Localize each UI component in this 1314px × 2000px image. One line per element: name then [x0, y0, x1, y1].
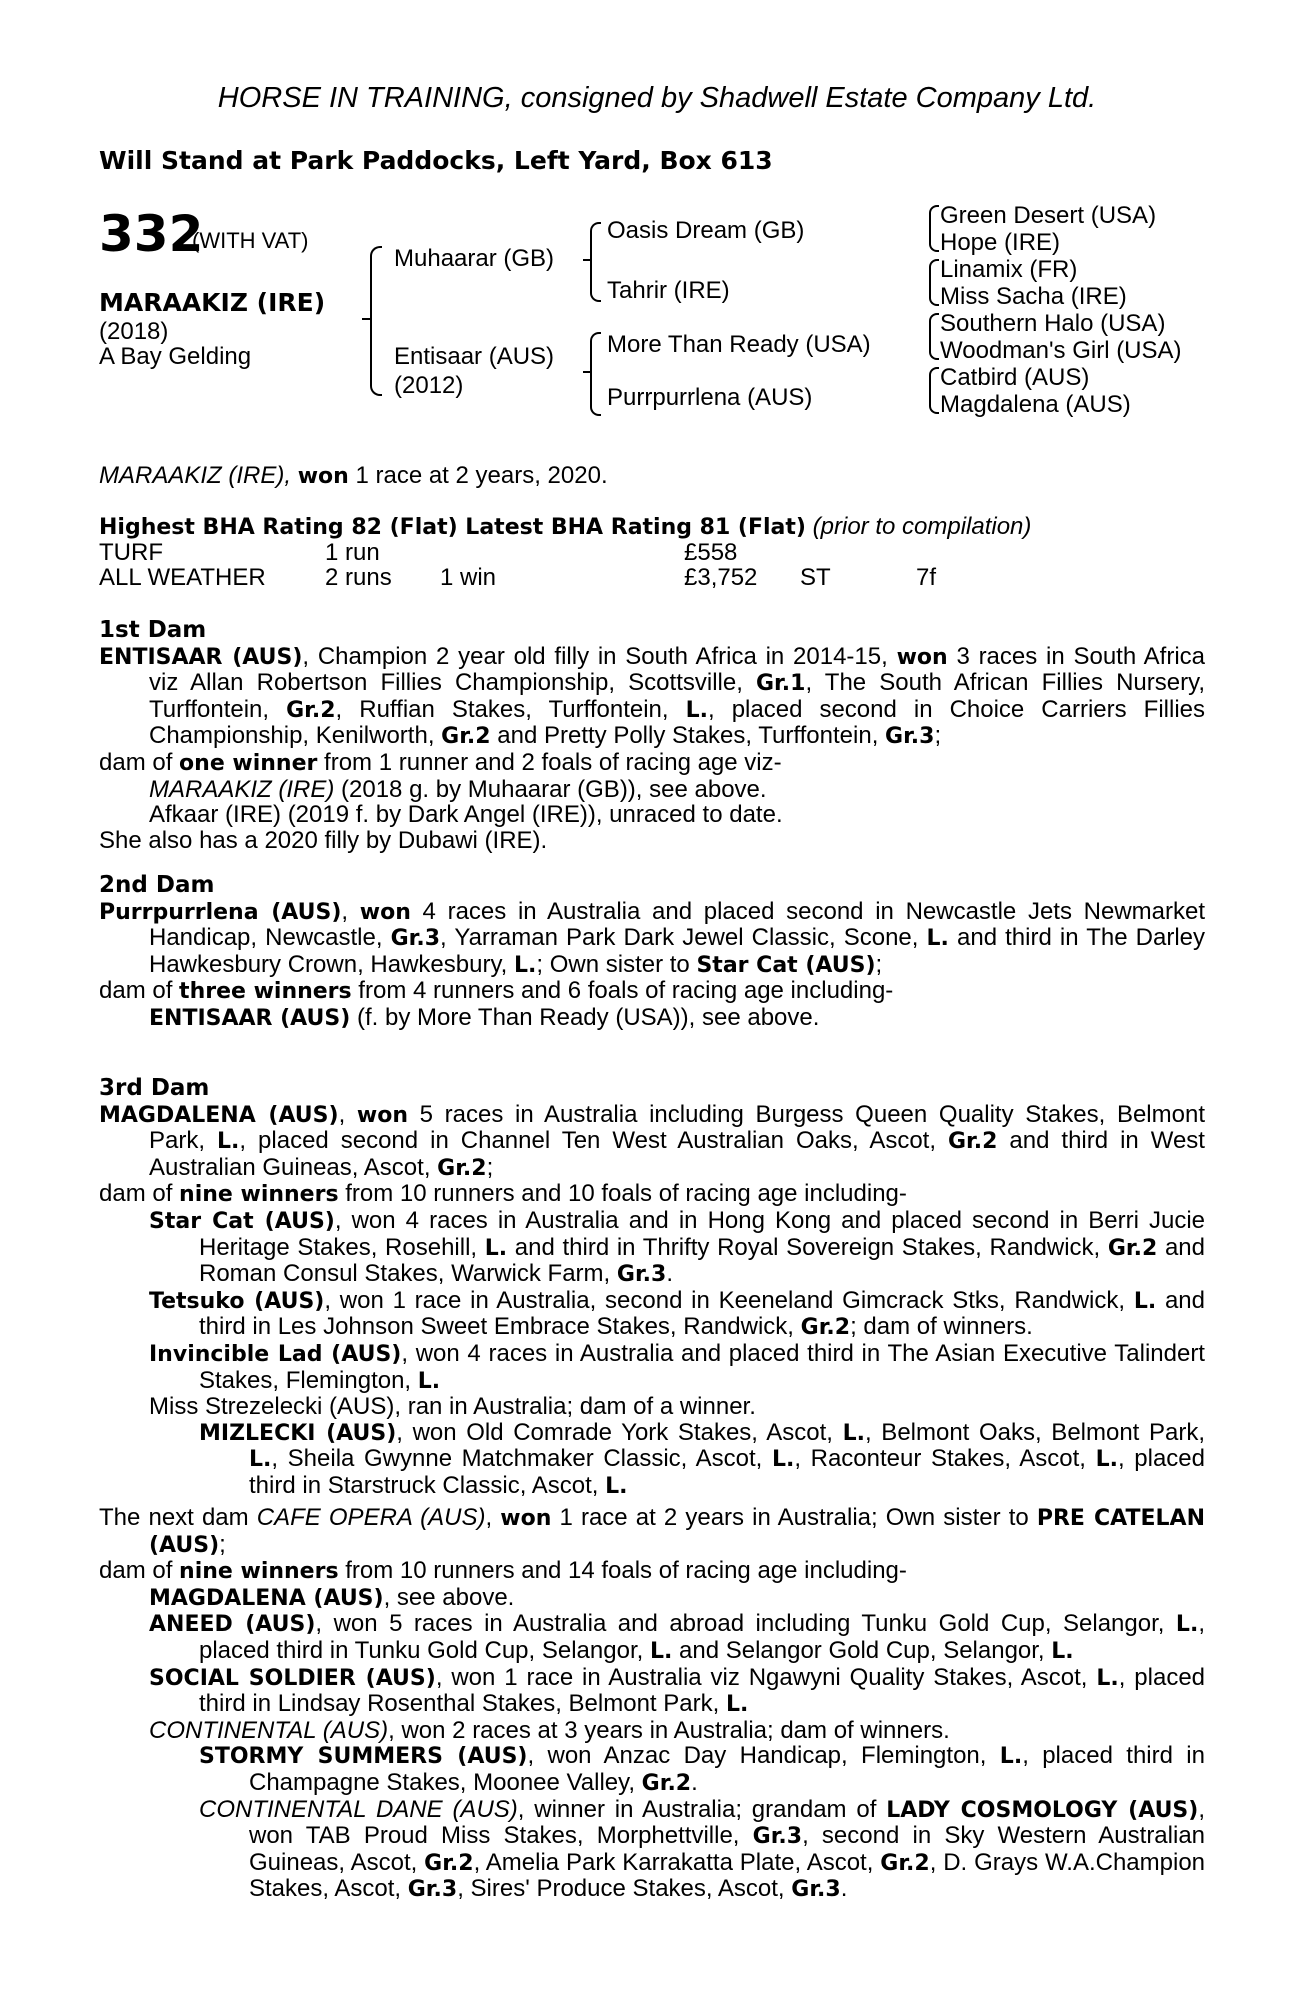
next-dam-dam-of: dam of nine winners from 10 runners and 14 foals of racing age including-	[99, 1557, 907, 1585]
third-dam-offspring-2: Tetsuko (AUS), won 1 race in Australia, second in Keeneland Gimcrack Stks, Randwick, L. and third in Les Johnson Sweet Embrace Stakes, Randwick, Gr.2; dam of winners.	[149, 1286, 1206, 1341]
first-dam-section	[99, 617, 1205, 853]
aw-runs: 2 runs	[325, 564, 392, 591]
bha-rating	[99, 514, 1205, 541]
aw-label: ALL WEATHER	[99, 564, 266, 591]
first-dam-dam-of: dam of one winner from 1 runner and 2 foals of racing age viz-	[99, 748, 782, 776]
pedigree-gg-2: Hope (IRE)	[940, 229, 1061, 256]
next-dam-offspring-3: SOCIAL SOLDIER (AUS), won 1 race in Australia viz Ngawyni Quality Stakes, Ascot, L., placed third in Lindsay Rosenthal Stakes, Belmont Park, L.	[149, 1663, 1206, 1718]
horse-year: (2018)	[99, 318, 169, 345]
summary-horse-name: MARAAKIZ (IRE),	[99, 462, 292, 489]
pedigree-bracket-3b	[929, 259, 939, 306]
pedigree-gg-3: Linamix (FR)	[940, 256, 1078, 283]
turf-label: TURF	[99, 539, 163, 566]
pedigree-bracket-2b	[590, 332, 601, 416]
first-dam-record: ENTISAAR (AUS), Champion 2 year old filly in South Africa in 2014-15, won 3 races in South Africa viz Allan Robertson Fillies Championship, Scottsville, Gr.1, The South African Fillies Nursery, Turffontein, Gr.2, Ruffian Stakes, Turffontein, L., placed second in Choice Carriers Fillies Championship, Kenilworth, Gr.2 and Pretty Polly Stakes, Turffontein, Gr.3;	[99, 642, 1205, 750]
third-dam-section	[99, 1075, 1205, 1500]
third-dam-offspring-1: Star Cat (AUS), won 4 races in Australia and in Hong Kong and placed second in Berri Jucie Heritage Stakes, Rosehill, L. and third in Thrifty Royal Sovereign Stakes, Randwick, Gr.2 and Roman Consul Stakes, Warwick Farm, Gr.3.	[149, 1206, 1205, 1288]
first-dam-offspring-1: MARAAKIZ (IRE) (2018 g. by Muhaarar (GB)), see above.	[149, 775, 767, 803]
second-dam-heading: 2nd Dam	[99, 872, 215, 898]
next-dam-offspring-2: ANEED (AUS), won 5 races in Australia and abroad including Tunku Gold Cup, Selangor, L., placed third in Tunku Gold Cup, Selangor, L. and Selangor Gold Cup, Selangor, L.	[149, 1610, 1205, 1664]
pedigree-bracket-3c	[929, 313, 939, 360]
turf-runs: 1 run	[325, 539, 380, 566]
summary-text: 1 race at 2 years, 2020.	[348, 462, 608, 489]
vat-note: (WITH VAT)	[192, 228, 309, 253]
pedigree-gg-1: Green Desert (USA)	[940, 202, 1157, 229]
pedigree-bracket-2a	[590, 222, 601, 302]
aw-distance: 7f	[916, 564, 937, 591]
aw-wins: 1 win	[440, 564, 497, 591]
first-dam-offspring-2: Afkaar (IRE) (2019 f. by Dark Angel (IRE)), unraced to date.	[149, 801, 783, 829]
second-dam-dam-of: dam of three winners from 4 runners and 6 foals of racing age including-	[99, 977, 894, 1005]
third-dam-offspring-3: Invincible Lad (AUS), won 4 races in Australia and placed third in The Asian Executive Talindert Stakes, Flemington, L.	[149, 1339, 1205, 1394]
aw-surface: ST	[800, 564, 831, 591]
third-dam-grand-offspring-1: MIZLECKI (AUS), won Old Comrade York Stakes, Ascot, L., Belmont Oaks, Belmont Park, L., Sheila Gwynne Matchmaker Classic, Ascot, L., Raconteur Stakes, Ascot, L., placed third in Starstruck Classic, Ascot, L.	[199, 1418, 1206, 1499]
stand-location: Will Stand at Park Paddocks, Left Yard, Box 613	[99, 146, 773, 175]
lot-number: 332	[99, 205, 204, 263]
pedigree-sire-sire: Oasis Dream (GB)	[607, 217, 805, 244]
pedigree-gg-4: Miss Sacha (IRE)	[940, 283, 1127, 310]
pedigree-dam-dam: Purrpurrlena (AUS)	[607, 384, 813, 411]
race-summary	[99, 463, 1205, 490]
pedigree-bracket-1	[370, 246, 382, 396]
pedigree-gg-6: Woodman's Girl (USA)	[940, 337, 1182, 364]
pedigree-gg-8: Magdalena (AUS)	[940, 391, 1131, 418]
next-dam-offspring-1: MAGDALENA (AUS), see above.	[149, 1583, 515, 1611]
rating-text: Highest BHA Rating 82 (Flat) Latest BHA Rating 81 (Flat)	[99, 515, 806, 540]
third-dam-record: MAGDALENA (AUS), won 5 races in Australia including Burgess Queen Quality Stakes, Belmont Park, L., placed second in Channel Ten West Australian Oaks, Ascot, Gr.2 and third in West Australian Guineas, Ascot, Gr.2;	[99, 1100, 1205, 1181]
first-dam-heading: 1st Dam	[99, 617, 207, 643]
pedigree-dam-sire: More Than Ready (USA)	[607, 331, 871, 358]
next-dam-offspring-4: CONTINENTAL (AUS), won 2 races at 3 years in Australia; dam of winners.	[149, 1716, 950, 1744]
first-dam-also: She also has a 2020 filly by Dubawi (IRE).	[99, 826, 548, 854]
horse-description: A Bay Gelding	[99, 343, 252, 370]
pedigree-dam: Entisaar (AUS)	[394, 343, 555, 370]
second-dam-offspring-1: ENTISAAR (AUS) (f. by More Than Ready (USA)), see above.	[149, 1003, 820, 1031]
next-dam-record: The next dam CAFE OPERA (AUS), won 1 race at 2 years in Australia; Own sister to PRE CATELAN (AUS);	[99, 1504, 1205, 1558]
rating-note: (prior to compilation)	[812, 513, 1032, 540]
pedigree-bracket-2a-point	[583, 259, 591, 261]
next-dam-grand-offspring-1: STORMY SUMMERS (AUS), won Anzac Day Handicap, Flemington, L., placed third in Champagne Stakes, Moonee Valley, Gr.2.	[199, 1742, 1205, 1796]
pedigree-gg-5: Southern Halo (USA)	[940, 310, 1166, 337]
aw-prize: £3,752	[684, 564, 758, 591]
horse-name: MARAAKIZ (IRE)	[99, 288, 326, 317]
pedigree-bracket-3a	[929, 205, 939, 252]
pedigree-sire-dam: Tahrir (IRE)	[607, 277, 730, 304]
next-dam-grand-offspring-2: CONTINENTAL DANE (AUS), winner in Australia; grandam of LADY COSMOLOGY (AUS), won TAB Proud Miss Stakes, Morphettville, Gr.3, second in Sky Western Australian Guineas, Ascot, Gr.2, Amelia Park Karrakatta Plate, Ascot, Gr.2, D. Grays W.A.Champion Stakes, Ascot, Gr.3, Sires' Produce Stakes, Ascot, Gr.3.	[199, 1795, 1206, 1903]
pedigree-bracket-2b-point	[583, 371, 591, 373]
second-dam-section	[99, 872, 1205, 1032]
third-dam-offspring-4: Miss Strezelecki (AUS), ran in Australia; dam of a winner.	[149, 1393, 756, 1421]
third-dam-heading: 3rd Dam	[99, 1075, 210, 1101]
pedigree-gg-7: Catbird (AUS)	[940, 364, 1090, 391]
pedigree-sire: Muhaarar (GB)	[394, 245, 555, 272]
pedigree-bracket-3d	[929, 367, 939, 414]
page-title: HORSE IN TRAINING, consigned by Shadwell Estate Company Ltd.	[217, 82, 1097, 114]
second-dam-record: Purrpurrlena (AUS), won 4 races in Australia and placed second in Newcastle Jets Newmarket Handicap, Newcastle, Gr.3, Yarraman Park Dark Jewel Classic, Scone, L. and third in The Darley Hawkesbury Crown, Hawkesbury, L.; Own sister to Star Cat (AUS);	[99, 897, 1205, 978]
third-dam-dam-of: dam of nine winners from 10 runners and 10 foals of racing age including-	[99, 1180, 907, 1208]
pedigree-dam-year: (2012)	[394, 372, 464, 399]
turf-prize: £558	[684, 539, 738, 566]
pedigree-bracket-1-point	[362, 318, 370, 320]
next-dam-section	[99, 1505, 1205, 1903]
summary-won: won	[297, 464, 349, 489]
